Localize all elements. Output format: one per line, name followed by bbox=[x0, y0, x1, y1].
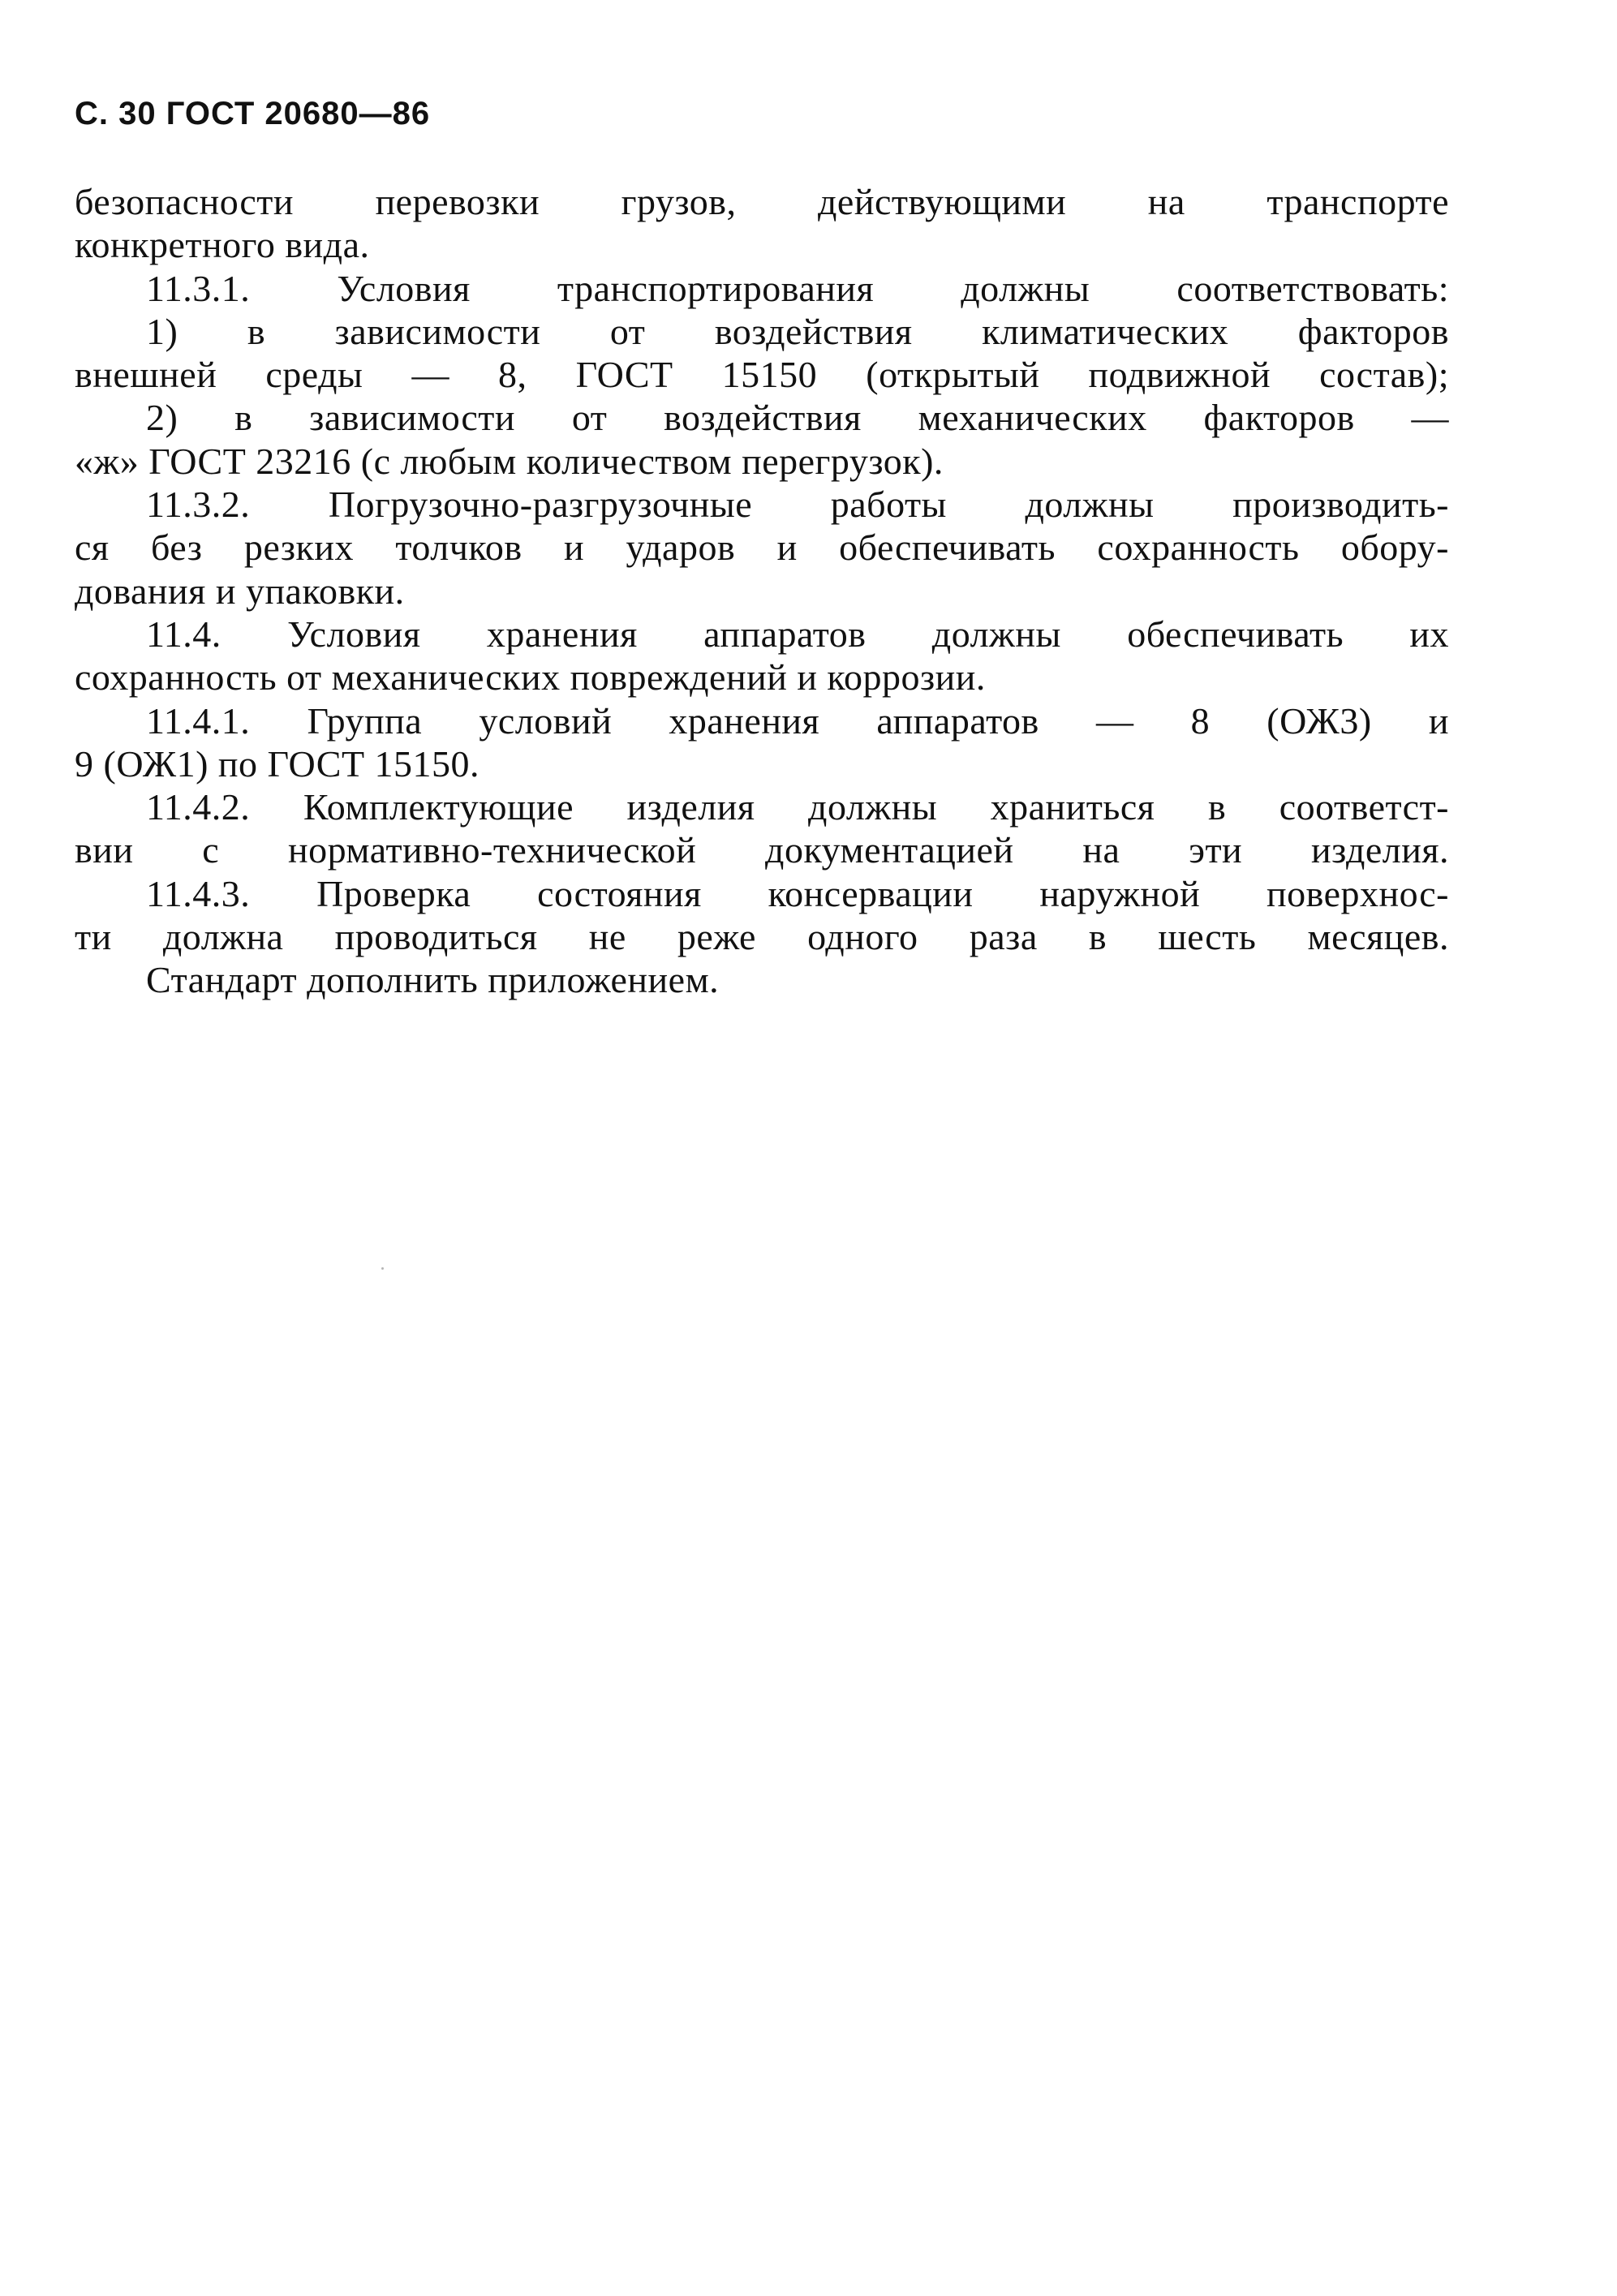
text-line: ти должна проводиться не реже одного раза в шесть месяцев. bbox=[75, 916, 1449, 958]
paragraph-appendix-note bbox=[75, 958, 1449, 1001]
paragraph-11-3-2 bbox=[75, 483, 1449, 613]
paragraph-mechanical-factors bbox=[75, 396, 1449, 483]
text-line: 11.4.2. Комплектующие изделия должны храниться в соответст- bbox=[146, 786, 1449, 828]
text-line: внешней среды — 8, ГОСТ 15150 (открытый подвижной состав); bbox=[75, 354, 1449, 396]
text-line: безопасности перевозки грузов, действующими на транспорте bbox=[75, 181, 1449, 222]
text-line: дования и упаковки. bbox=[75, 570, 405, 612]
scan-speck bbox=[381, 1267, 384, 1270]
paragraph-11-4-3 bbox=[75, 872, 1449, 959]
page-header: С. 30 ГОСТ 20680—86 bbox=[75, 96, 431, 131]
text-line: 11.4.3. Проверка состояния консервации наружной поверхнос- bbox=[146, 872, 1449, 914]
text-line: 9 (ОЖ1) по ГОСТ 15150. bbox=[75, 742, 480, 785]
text-line: ся без резких толчков и ударов и обеспечивать сохранность обору- bbox=[75, 527, 1449, 569]
paragraph-climatic-factors bbox=[75, 310, 1449, 397]
paragraph-11-4-1 bbox=[75, 699, 1449, 786]
text-line: сохранность от механических повреждений и коррозии. bbox=[75, 656, 986, 699]
text-line: конкретного вида. bbox=[75, 224, 370, 266]
paragraph-11-4-2 bbox=[75, 785, 1449, 872]
text-line: вии с нормативно-технической документацией на эти изделия. bbox=[75, 829, 1449, 871]
text-line: 1) в зависимости от воздействия климатических факторов bbox=[146, 310, 1449, 352]
paragraph-11-4 bbox=[75, 613, 1449, 699]
text-line: 11.4. Условия хранения аппаратов должны обеспечивать их bbox=[146, 613, 1449, 655]
document-body bbox=[75, 180, 1449, 1002]
text-line: 11.4.1. Группа условий хранения аппаратов — 8 (ОЖ3) и bbox=[146, 699, 1449, 742]
text-line: Стандарт дополнить приложением. bbox=[146, 959, 720, 1001]
paragraph-transport-safety bbox=[75, 180, 1449, 267]
text-line: «ж» ГОСТ 23216 (с любым количеством перегрузок). bbox=[75, 440, 944, 482]
paragraph-11-3-1 bbox=[75, 267, 1449, 310]
text-line: 11.3.2. Погрузочно-разгрузочные работы должны производить- bbox=[146, 484, 1449, 526]
text-line: 11.3.1. Условия транспортирования должны соответствовать: bbox=[146, 267, 1449, 309]
text-line: 2) в зависимости от воздействия механических факторов — bbox=[146, 397, 1449, 439]
